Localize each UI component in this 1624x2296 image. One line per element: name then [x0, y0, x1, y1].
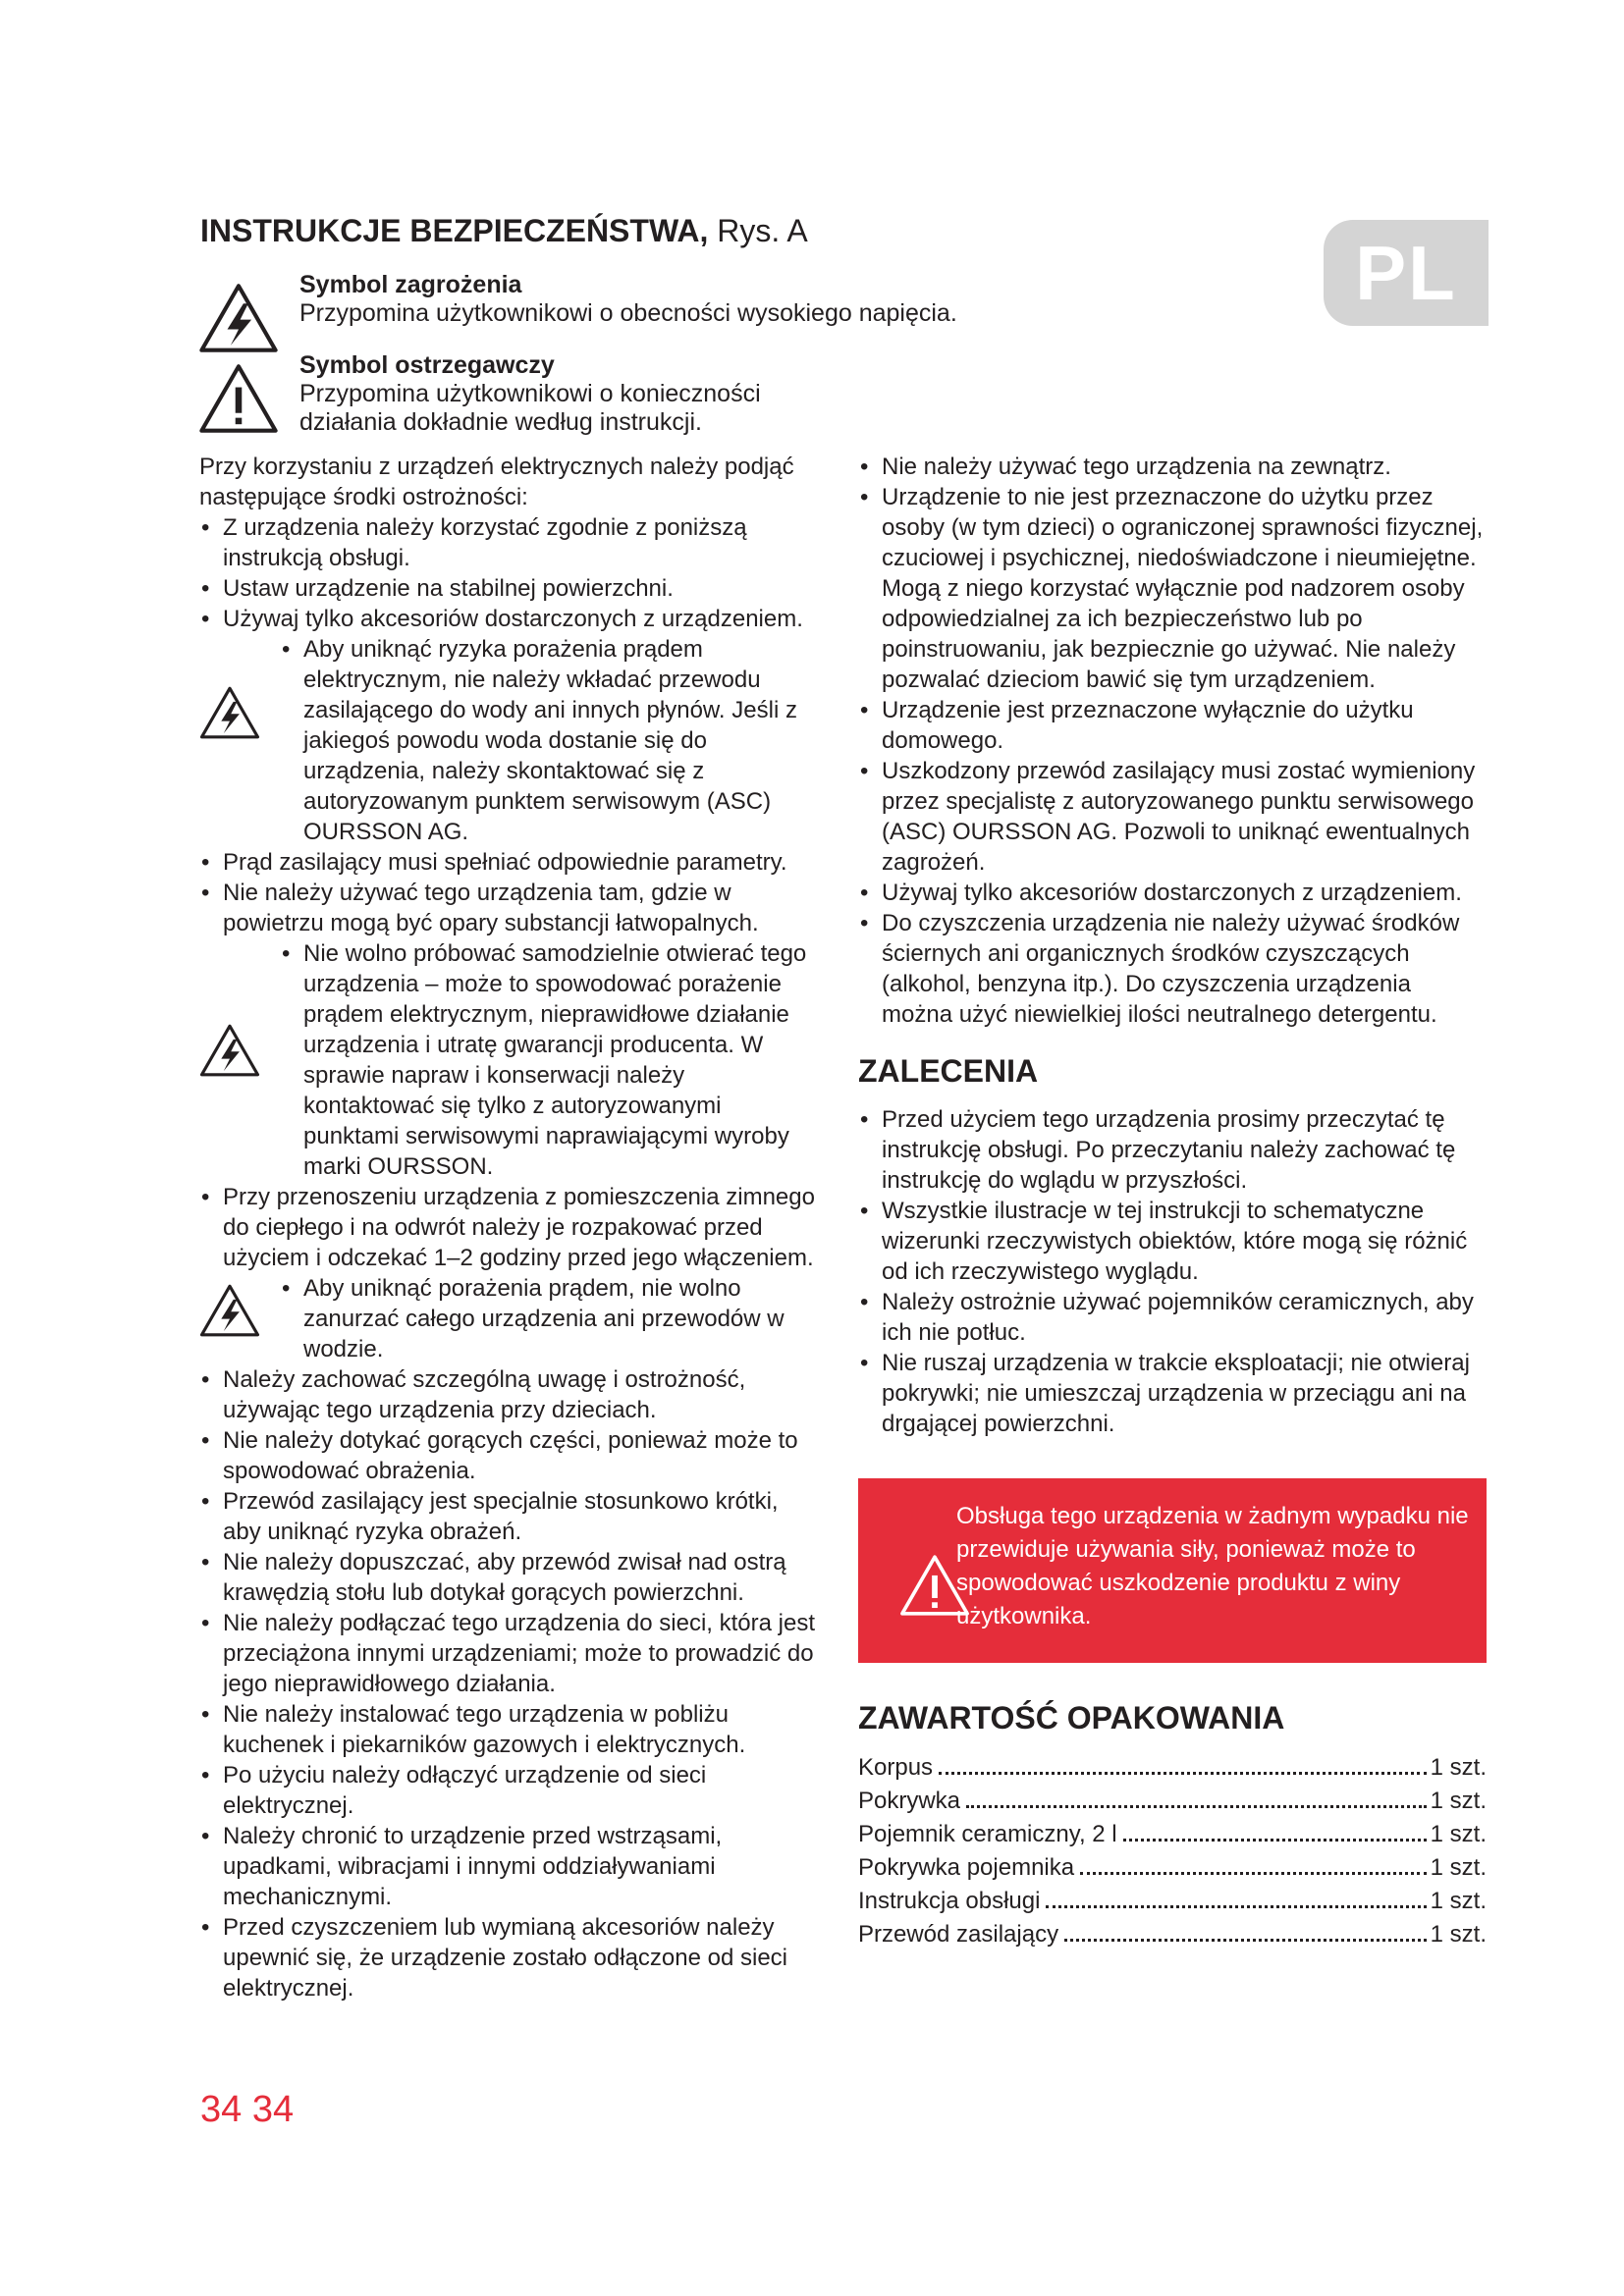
safety-intro: Przy korzystaniu z urządzeń elektrycznych należy podjąć następujące środki ostrożności:: [199, 454, 794, 510]
title-figure-ref: Rys. A: [708, 213, 808, 248]
recommendation-item: • Wszystkie ilustracje w tej instrukcji to schematyczne wizerunki rzeczywistych obiektów, które mogą się różnić od ich rzeczywistego wyglądu.: [858, 1196, 1487, 1287]
contents-row: [858, 1785, 1487, 1818]
dot-leader: [1080, 1872, 1427, 1875]
safety-item-warning: [199, 938, 820, 1182]
exclamation-warning-icon: [198, 363, 279, 434]
right-column: [858, 452, 1487, 1951]
safety-item: • Aby uniknąć porażenia prądem, nie wolno zanurzać całego urządzenia ani przewodów w wodzie.: [280, 1273, 820, 1364]
safety-item: • Nie należy instalować tego urządzenia w pobliżu kuchenek i piekarników gazowych i elektrycznych.: [199, 1699, 820, 1760]
dot-leader: [1123, 1839, 1427, 1842]
dot-leader: [966, 1805, 1427, 1808]
dot-leader: [1046, 1905, 1426, 1908]
notice-text: Obsługa tego urządzenia w żadnym wypadku nie przewiduje używania siły, ponieważ może to spowodować uszkodzenie produktu z winy użytkownika.: [956, 1503, 1469, 1629]
safety-item: • Nie należy używać tego urządzenia na zewnątrz.: [858, 452, 1487, 482]
safety-item: • Przy przenoszeniu urządzenia z pomieszczenia zimnego do ciepłego i na odwrót należy je rozpakować przed użyciem i odczekać 1–2 godziny przed jego włączeniem.: [199, 1182, 820, 1273]
safety-item: • Uszkodzony przewód zasilający musi zostać wymieniony przez specjalistę z autoryzowanego punktu serwisowego (ASC) OURSSON AG. Pozwoli to uniknąć ewentualnych zagrożeń.: [858, 756, 1487, 878]
language-tab: PL: [1324, 220, 1489, 326]
safety-item: • Używaj tylko akcesoriów dostarczonych z urządzeniem.: [199, 604, 820, 634]
left-column: [199, 452, 820, 2003]
safety-item: • Używaj tylko akcesoriów dostarczonych z urządzeniem.: [858, 878, 1487, 908]
contents-item-qty: 1 szt.: [1430, 1921, 1487, 1948]
safety-item: • Przewód zasilający jest specjalnie stosunkowo krótki, aby uniknąć ryzyka obrażeń.: [199, 1486, 820, 1547]
dot-leader: [939, 1772, 1427, 1775]
contents-row: [858, 1818, 1487, 1851]
symbol-hazard-desc: Przypomina użytkownikowi o obecności wysokiego napięcia.: [299, 299, 957, 327]
dot-leader: [1064, 1939, 1427, 1942]
contents-row: [858, 1751, 1487, 1785]
contents-item-qty: 1 szt.: [1430, 1754, 1487, 1781]
contents-item-qty: 1 szt.: [1430, 1854, 1487, 1881]
contents-item-qty: 1 szt.: [1430, 1821, 1487, 1847]
contents-item-name: Korpus: [858, 1754, 934, 1781]
safety-item: • Nie należy dotykać gorących części, ponieważ może to spowodować obrażenia.: [199, 1425, 820, 1486]
contents-item-name: Pokrywka: [858, 1788, 961, 1814]
safety-item: • Nie wolno próbować samodzielnie otwierać tego urządzenia – może to spowodować porażenie prądem elektrycznym, nieprawidłowe działanie urządzenia i utratę gwarancji producenta. W sprawie napraw i konserwacji należy kontaktować się tylko z autoryzowanymi punktami serwisowymi naprawiającymi wyroby marki OURSSON.: [280, 938, 820, 1182]
contents-item-name: Pojemnik ceramiczny, 2 l: [858, 1821, 1117, 1847]
recommendations-heading: ZALECENIA: [858, 1053, 1039, 1089]
contents-item-qty: 1 szt.: [1430, 1888, 1487, 1914]
symbol-hazard-name: Symbol zagrożenia: [299, 271, 522, 298]
safety-item: • Po użyciu należy odłączyć urządzenie od sieci elektrycznej.: [199, 1760, 820, 1821]
safety-item: • Urządzenie to nie jest przeznaczone do użytku przez osoby (w tym dzieci) o ograniczonej sprawności fizycznej, czuciowej i psychicznej, niedoświadczone i nieumiejętne. Mogą z niego korzystać wyłącznie pod nadzorem osoby odpowiedzialnej za ich bezpieczeństwo lub po poinstruowaniu, jak bezpiecznie go używać. Nie należy pozwalać dzieciom bawić się tym urządzeniem.: [858, 482, 1487, 695]
recommendation-item: • Przed użyciem tego urządzenia prosimy przeczytać tę instrukcję obsługi. Po przeczytaniu należy zachować tę instrukcję do wglądu w przyszłości.: [858, 1104, 1487, 1196]
safety-item: • Do czyszczenia urządzenia nie należy używać środków ściernych ani organicznych środków czyszczących (alkohol, benzyna itp.). Do czyszczenia urządzenia można użyć niewielkiej ilości neutralnego detergentu.: [858, 908, 1487, 1030]
high-voltage-warning-icon: [199, 1023, 260, 1078]
title-bold: INSTRUKCJE BEZPIECZEŃSTWA,: [200, 213, 709, 248]
safety-item: • Nie należy dopuszczać, aby przewód zwisał nad ostrą krawędzią stołu lub dotykał gorących powierzchni.: [199, 1547, 820, 1608]
contents-item-qty: 1 szt.: [1430, 1788, 1487, 1814]
safety-item: • Należy chronić to urządzenie przed wstrząsami, upadkami, wibracjami i innymi oddziaływaniami mechanicznymi.: [199, 1821, 820, 1912]
contents-item-name: Pokrywka pojemnika: [858, 1854, 1075, 1881]
high-voltage-warning-icon: [199, 1283, 260, 1338]
safety-item-warning: [199, 634, 820, 847]
safety-item: • Nie należy podłączać tego urządzenia do sieci, która jest przeciążona innymi urządzeniami; może to prowadzić do jego nieprawidłowego działania.: [199, 1608, 820, 1699]
contents-row: [858, 1885, 1487, 1918]
recommendation-item: • Nie ruszaj urządzenia w trakcie eksploatacji; nie otwieraj pokrywki; nie umieszczaj urządzenia w przeciągu ani na drgającej powierzchni.: [858, 1348, 1487, 1439]
contents-item-name: Instrukcja obsługi: [858, 1888, 1041, 1914]
package-contents-list: [858, 1751, 1487, 1951]
symbol-caution-name: Symbol ostrzegawczy: [299, 351, 555, 379]
safety-item: • Prąd zasilający musi spełniać odpowiednie parametry.: [199, 847, 820, 878]
caution-notice-box: [858, 1478, 1487, 1663]
safety-item-warning: [199, 1273, 820, 1364]
package-contents-heading: ZAWARTOŚĆ OPAKOWANIA: [858, 1700, 1285, 1735]
page-title: [200, 213, 808, 249]
contents-row: [858, 1851, 1487, 1885]
safety-item: • Urządzenie jest przeznaczone wyłącznie do użytku domowego.: [858, 695, 1487, 756]
contents-item-name: Przewód zasilający: [858, 1921, 1059, 1948]
recommendation-item: • Należy ostrożnie używać pojemników ceramicznych, aby ich nie potłuc.: [858, 1287, 1487, 1348]
safety-item: • Z urządzenia należy korzystać zgodnie z poniższą instrukcją obsługi.: [199, 512, 820, 573]
safety-item: • Aby uniknąć ryzyka porażenia prądem elektrycznym, nie należy wkładać przewodu zasilającego do wody ani innych płynów. Jeśli z jakiegoś powodu woda dostanie się do urządzenia, należy skontaktować się z autoryzowanym punktem serwisowym (ASC) OURSSON AG.: [280, 634, 820, 847]
safety-item: • Przed czyszczeniem lub wymianą akcesoriów należy upewnić się, że urządzenie zostało odłączone od sieci elektrycznej.: [199, 1912, 820, 2003]
high-voltage-warning-icon: [198, 283, 279, 353]
safety-item: • Ustaw urządzenie na stabilnej powierzchni.: [199, 573, 820, 604]
contents-row: [858, 1918, 1487, 1951]
high-voltage-warning-icon: [199, 685, 260, 740]
safety-item: • Nie należy używać tego urządzenia tam, gdzie w powietrzu mogą być opary substancji łatwopalnych.: [199, 878, 820, 938]
symbol-caution-desc: Przypomina użytkownikowi o konieczności działania dokładnie według instrukcji.: [299, 380, 761, 436]
page-number: 34 34: [200, 2089, 295, 2130]
safety-item: • Należy zachować szczególną uwagę i ostrożność, używając tego urządzenia przy dzieciach.: [199, 1364, 820, 1425]
